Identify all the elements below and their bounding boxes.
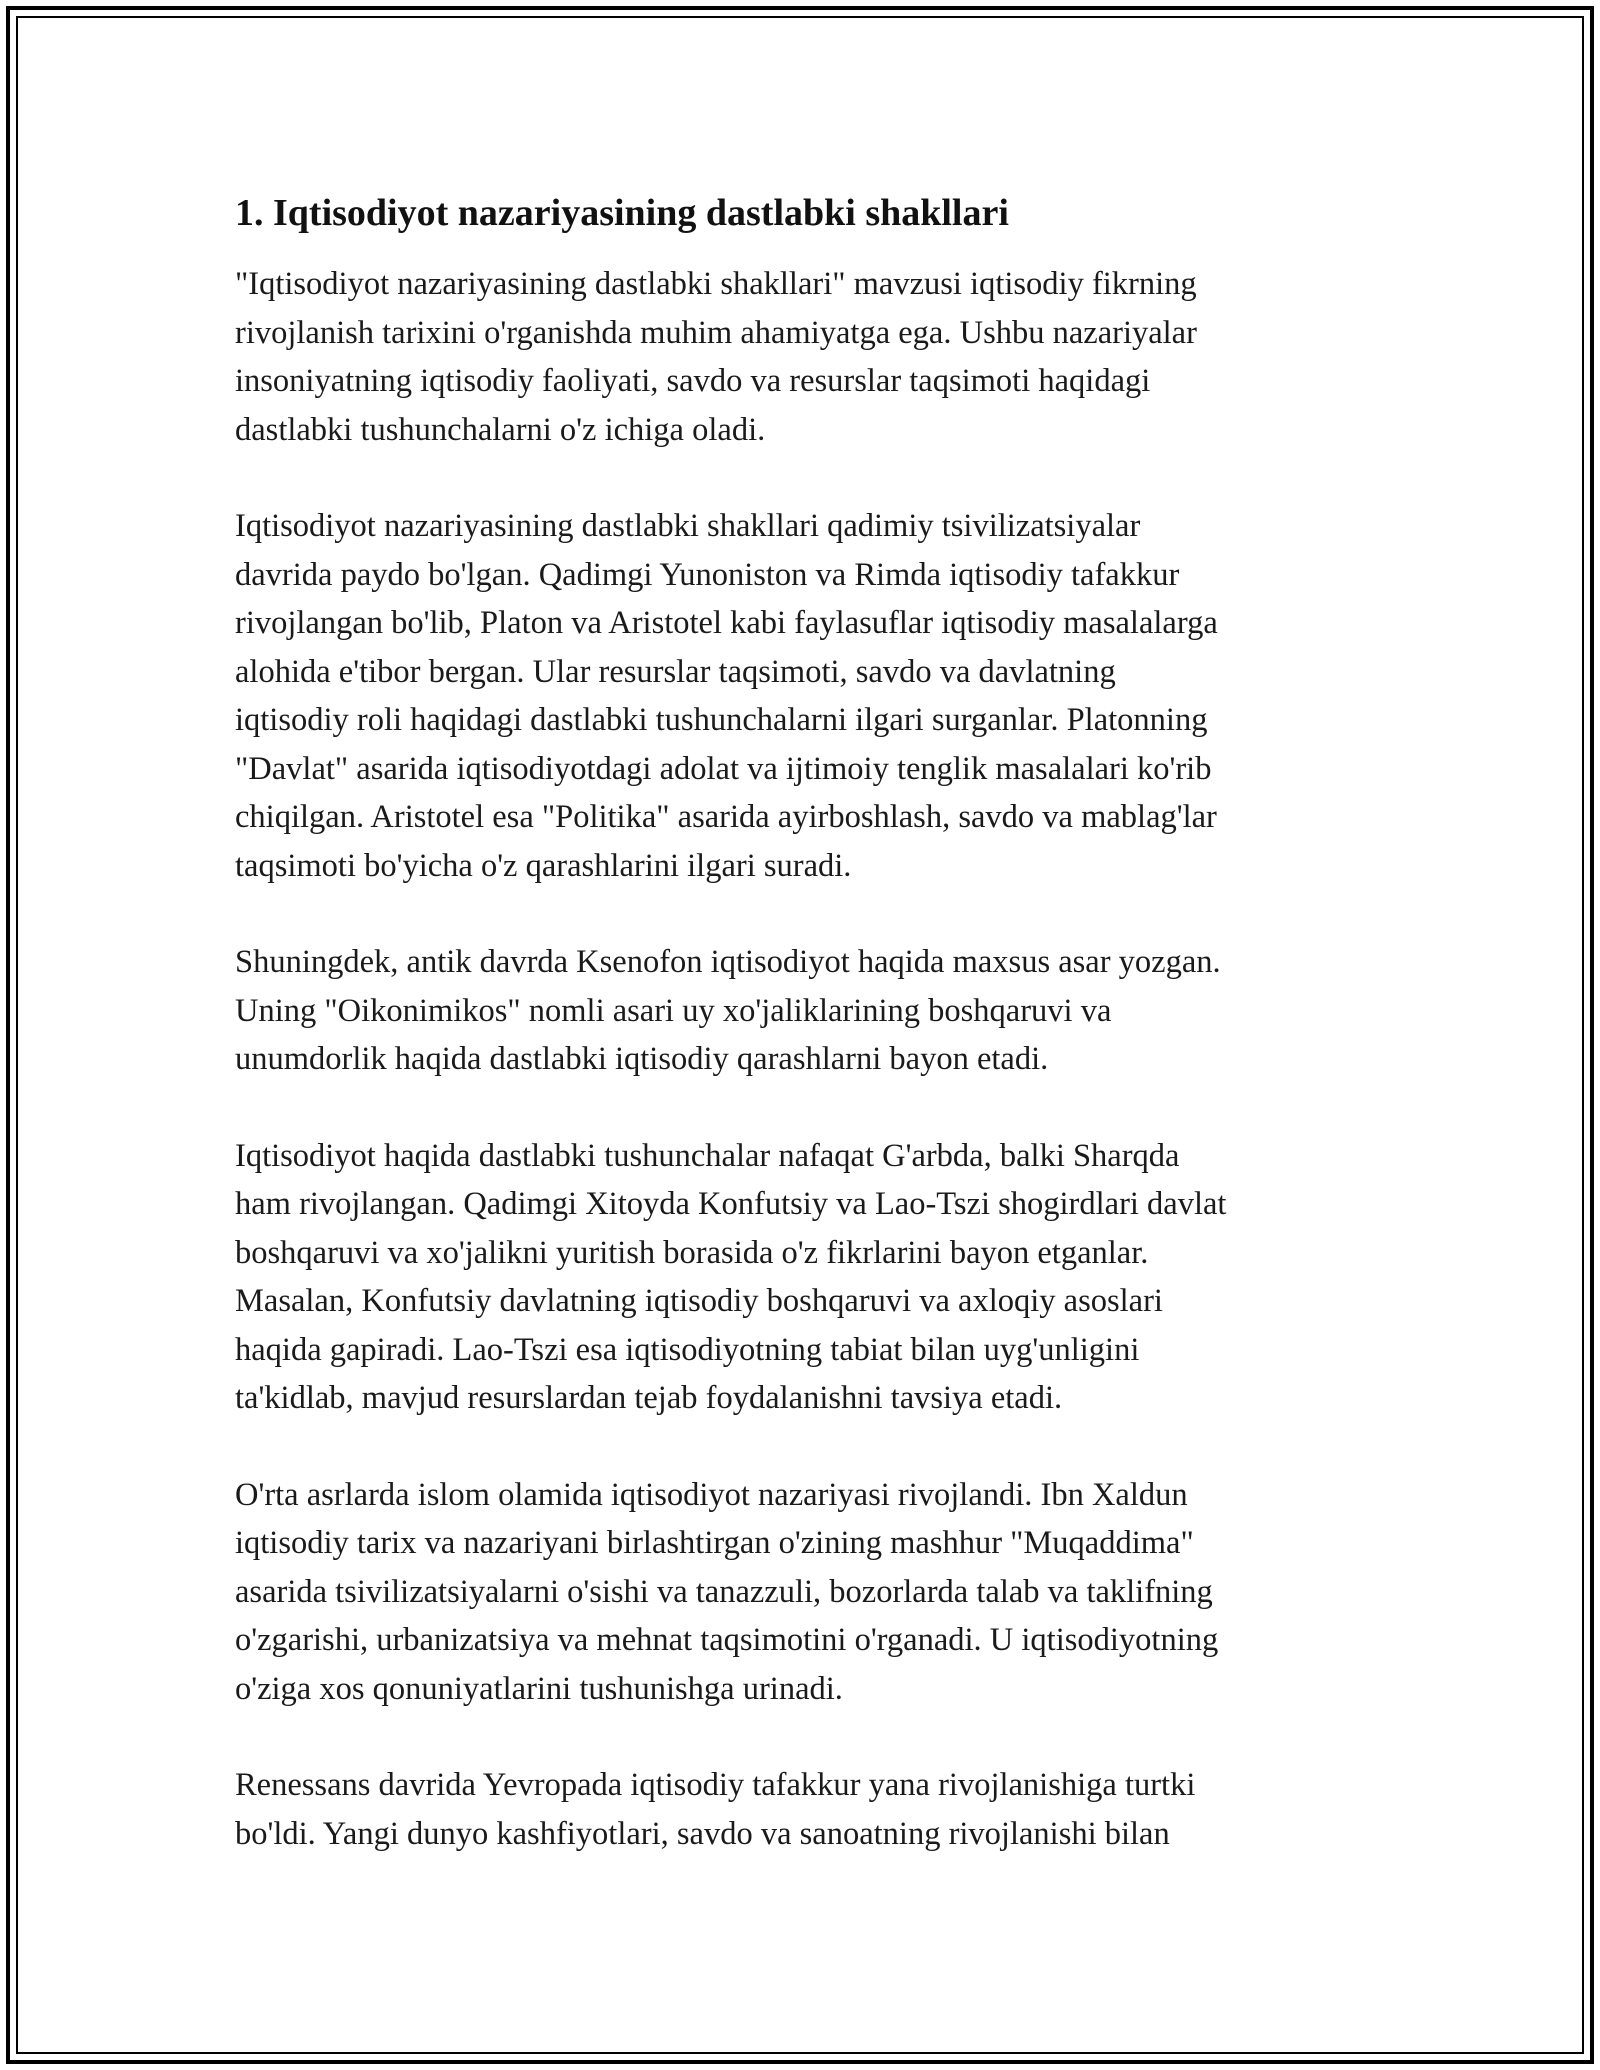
section-heading: 1. Iqtisodiyot nazariyasining dastlabki shakllari [235,192,1009,234]
paragraph-5: O'rta asrlarda islom olamida iqtisodiyot nazariyasi rivojlandi. Ibn Xaldun iqtisodiy tarix va nazariyani birlashtirgan o'zining mashhur "Muqaddima" asarida tsivilizatsiyalarni o'sishi va tanazzuli, bozorlarda talab va taklifning o'zgarishi, urbanizatsiya va mehnat taqsimotini o'rganadi. U iqtisodiyotning o'ziga xos qonuniyatlarini tushunishga urinadi. [235,1476,1219,1707]
paragraph-3: Shuningdek, antik davrda Ksenofon iqtisodiyot haqida maxsus asar yozgan. Uning "Oikonimikos" nomli asari uy xo'jaliklarining boshqaruvi va unumdorlik haqida dastlabki iqtisodiy qarashlarni bayon etadi. [235,944,1221,1077]
document-body [235,188,1365,1906]
paragraph-1: "Iqtisodiyot nazariyasining dastlabki shakllari" mavzusi iqtisodiy fikrning rivojlanish tarixini o'rganishda muhim ahamiyatga ega. Ushbu nazariyalar insoniyatning iqtisodiy faoliyati, savdo va resurslar taqsimoti haqidagi dastlabki tushunchalarni o'z ichiga oladi. [235,266,1197,448]
paragraph-6: Renessans davrida Yevropada iqtisodiy tafakkur yana rivojlanishiga turtki bo'ldi. Yangi dunyo kashfiyotlari, savdo va sanoatning rivojlanishi bilan [235,1767,1196,1852]
paragraph-2: Iqtisodiyot nazariyasining dastlabki shakllari qadimiy tsivilizatsiyalar davrida paydo bo'lgan. Qadimgi Yunoniston va Rimda iqtisodiy tafakkur rivojlangan bo'lib, Platon va Aristotel kabi faylasuflar iqtisodiy masalalarga alohida e'tibor bergan. Ular resurslar taqsimoti, savdo va davlatning iqtisodiy roli haqidagi dastlabki tushunchalarni ilgari surganlar. Platonning "Davlat" asarida iqtisodiyotdagi adolat va ijtimoiy tenglik masalalari ko'rib chiqilgan. Aristotel esa "Politika" asarida ayirboshlash, savdo va mablag'lar taqsimoti bo'yicha o'z qarashlarini ilgari suradi. [235,508,1218,884]
paragraph-4: Iqtisodiyot haqida dastlabki tushunchalar nafaqat G'arbda, balki Sharqda ham rivojlangan. Qadimgi Xitoyda Konfutsiy va Lao-Tszi shogirdlari davlat boshqaruvi va xo'jalikni yuritish borasida o'z fikrlarini bayon etganlar. Masalan, Konfutsiy davlatning iqtisodiy boshqaruvi va axloqiy asoslari haqida gapiradi. Lao-Tszi esa iqtisodiyotning tabiat bilan uyg'unligini ta'kidlab, mavjud resurslardan tejab foydalanishni tavsiya etadi. [235,1137,1227,1416]
